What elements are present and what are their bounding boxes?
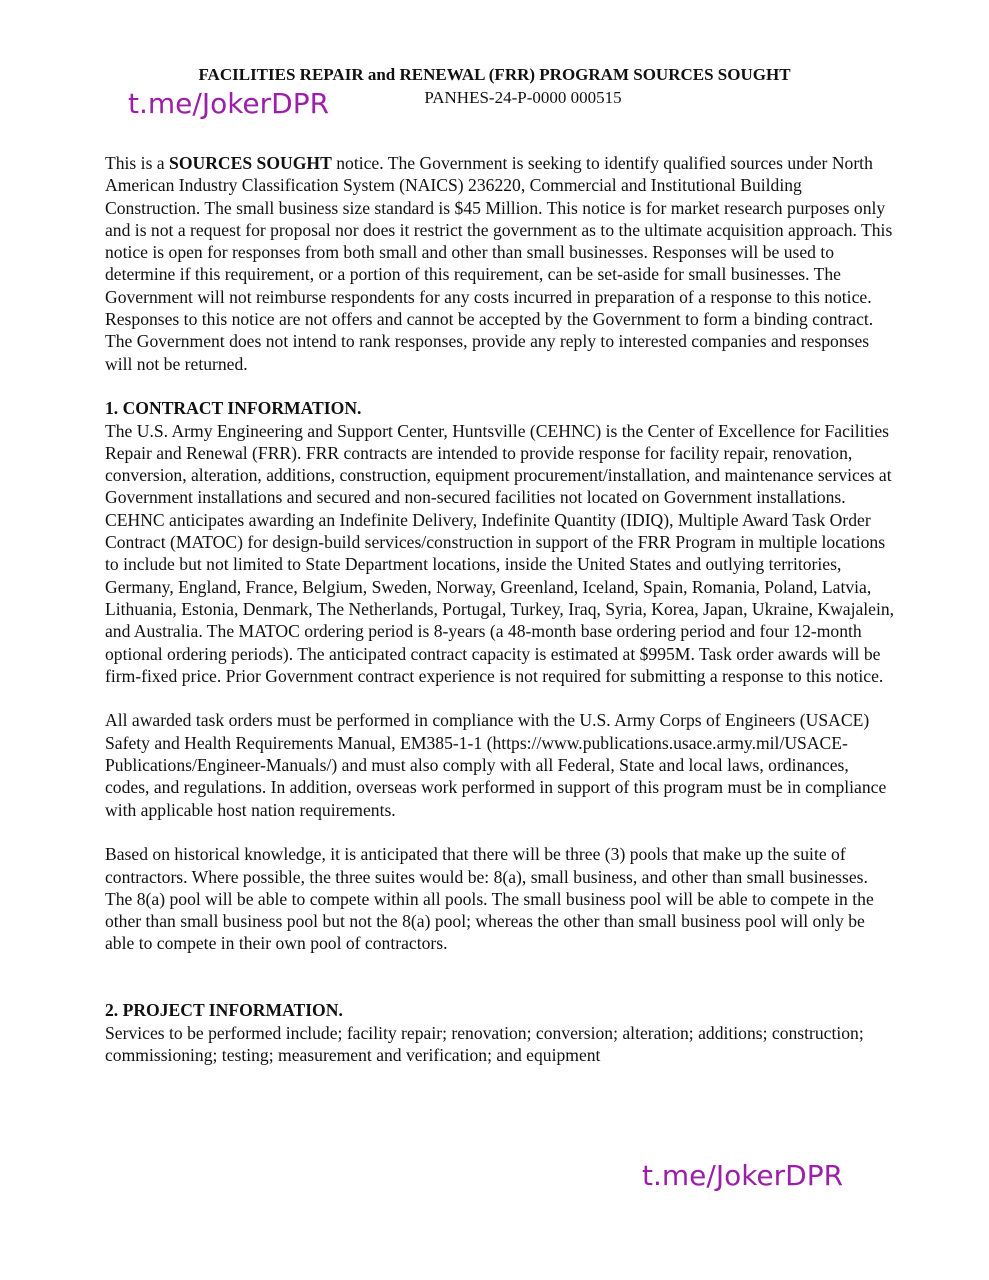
document-reference-number: PANHES-24-P-0000 000515 <box>424 88 622 107</box>
intro-bold-term: SOURCES SOUGHT <box>169 153 332 173</box>
document-body <box>105 152 895 1088</box>
intro-text: notice. The Government is seeking to identify qualified sources under North American Industry Classification System (NAICS) 236220, Commercial and Institutional Building Construction. The small business size standard is $45 Million. This notice is for market research purposes only and is not a request for proposal nor does it restrict the government as to the ultimate acquisition approach. This notice is open for responses from both small and other than small businesses. Responses will be used to determine if this requirement, or a portion of this requirement, can be set-aside for small businesses. The Government will not reimburse respondents for any costs incurred in preparation of a response to this notice. Responses to this notice are not offers and cannot be accepted by the Government to form a binding contract. The Government does not intend to rank responses, provide any reply to interested companies and responses will not be returned. <box>105 153 893 374</box>
document-title: FACILITIES REPAIR and RENEWAL (FRR) PROGRAM SOURCES SOUGHT <box>198 65 791 84</box>
section-1-paragraph-1: The U.S. Army Engineering and Support Center, Huntsville (CEHNC) is the Center of Excellence for Facilities Repair and Renewal (FRR). FRR contracts are intended to provide response for facility repair, renovation, conversion, alteration, additions, construction, equipment procurement/installation, and maintenance services at Government installations and secured and non-secured facilities not located on Government installations. CEHNC anticipates awarding an Indefinite Delivery, Indefinite Quantity (IDIQ), Multiple Award Task Order Contract (MATOC) for design-build services/construction in support of the FRR Program in multiple locations to include but not limited to State Department locations, inside the United States and outlying territories, Germany, England, France, Belgium, Sweden, Norway, Greenland, Iceland, Spain, Romania, Poland, Latvia, Lithuania, Estonia, Denmark, The Netherlands, Portugal, Turkey, Iraq, Syria, Korea, Japan, Ukraine, Kwajalein, and Australia. The MATOC ordering period is 8-years (a 48-month base ordering period and four 12-month optional ordering periods). The anticipated contract capacity is estimated at $995M. Task order awards will be firm-fixed price. Prior Government contract experience is not required for submitting a response to this notice. <box>105 420 895 686</box>
intro-prefix: This is a <box>105 153 170 173</box>
section-1-paragraph-2: All awarded task orders must be performed in compliance with the U.S. Army Corps of Engineers (USACE) Safety and Health Requirements Manual, EM385-1-1 (https://www.publications.usace.army.mil/USACE-Publications/Engineer-Manuals/) and must also comply with all Federal, State and local laws, ordinances, codes, and regulations. In addition, overseas work performed in support of this program must be in compliance with applicable host nation requirements. <box>105 710 887 820</box>
intro-paragraph <box>105 152 895 375</box>
watermark-top: t.me/JokerDPR <box>128 87 330 120</box>
section-2-paragraph-1: Services to be performed include; facility repair; renovation; conversion; alteration; additions; construction; commissioning; testing; measurement and verification; and equipment <box>105 1022 864 1065</box>
section-spacer <box>105 977 895 999</box>
section-1-paragraph-3: Based on historical knowledge, it is anticipated that there will be three (3) pools that make up the suite of contractors. Where possible, the three suites would be: 8(a), small business, and other than small businesses. The 8(a) pool will be able to compete within all pools. The small business pool will be able to compete in the other than small business pool but not the 8(a) pool; whereas the other than small business pool will only be able to compete in their own pool of contractors. <box>105 844 874 954</box>
section-2-heading: 2. PROJECT INFORMATION. <box>105 1000 343 1021</box>
watermark-bottom: t.me/JokerDPR <box>642 1159 844 1192</box>
section-1-heading: 1. CONTRACT INFORMATION. <box>105 398 362 419</box>
